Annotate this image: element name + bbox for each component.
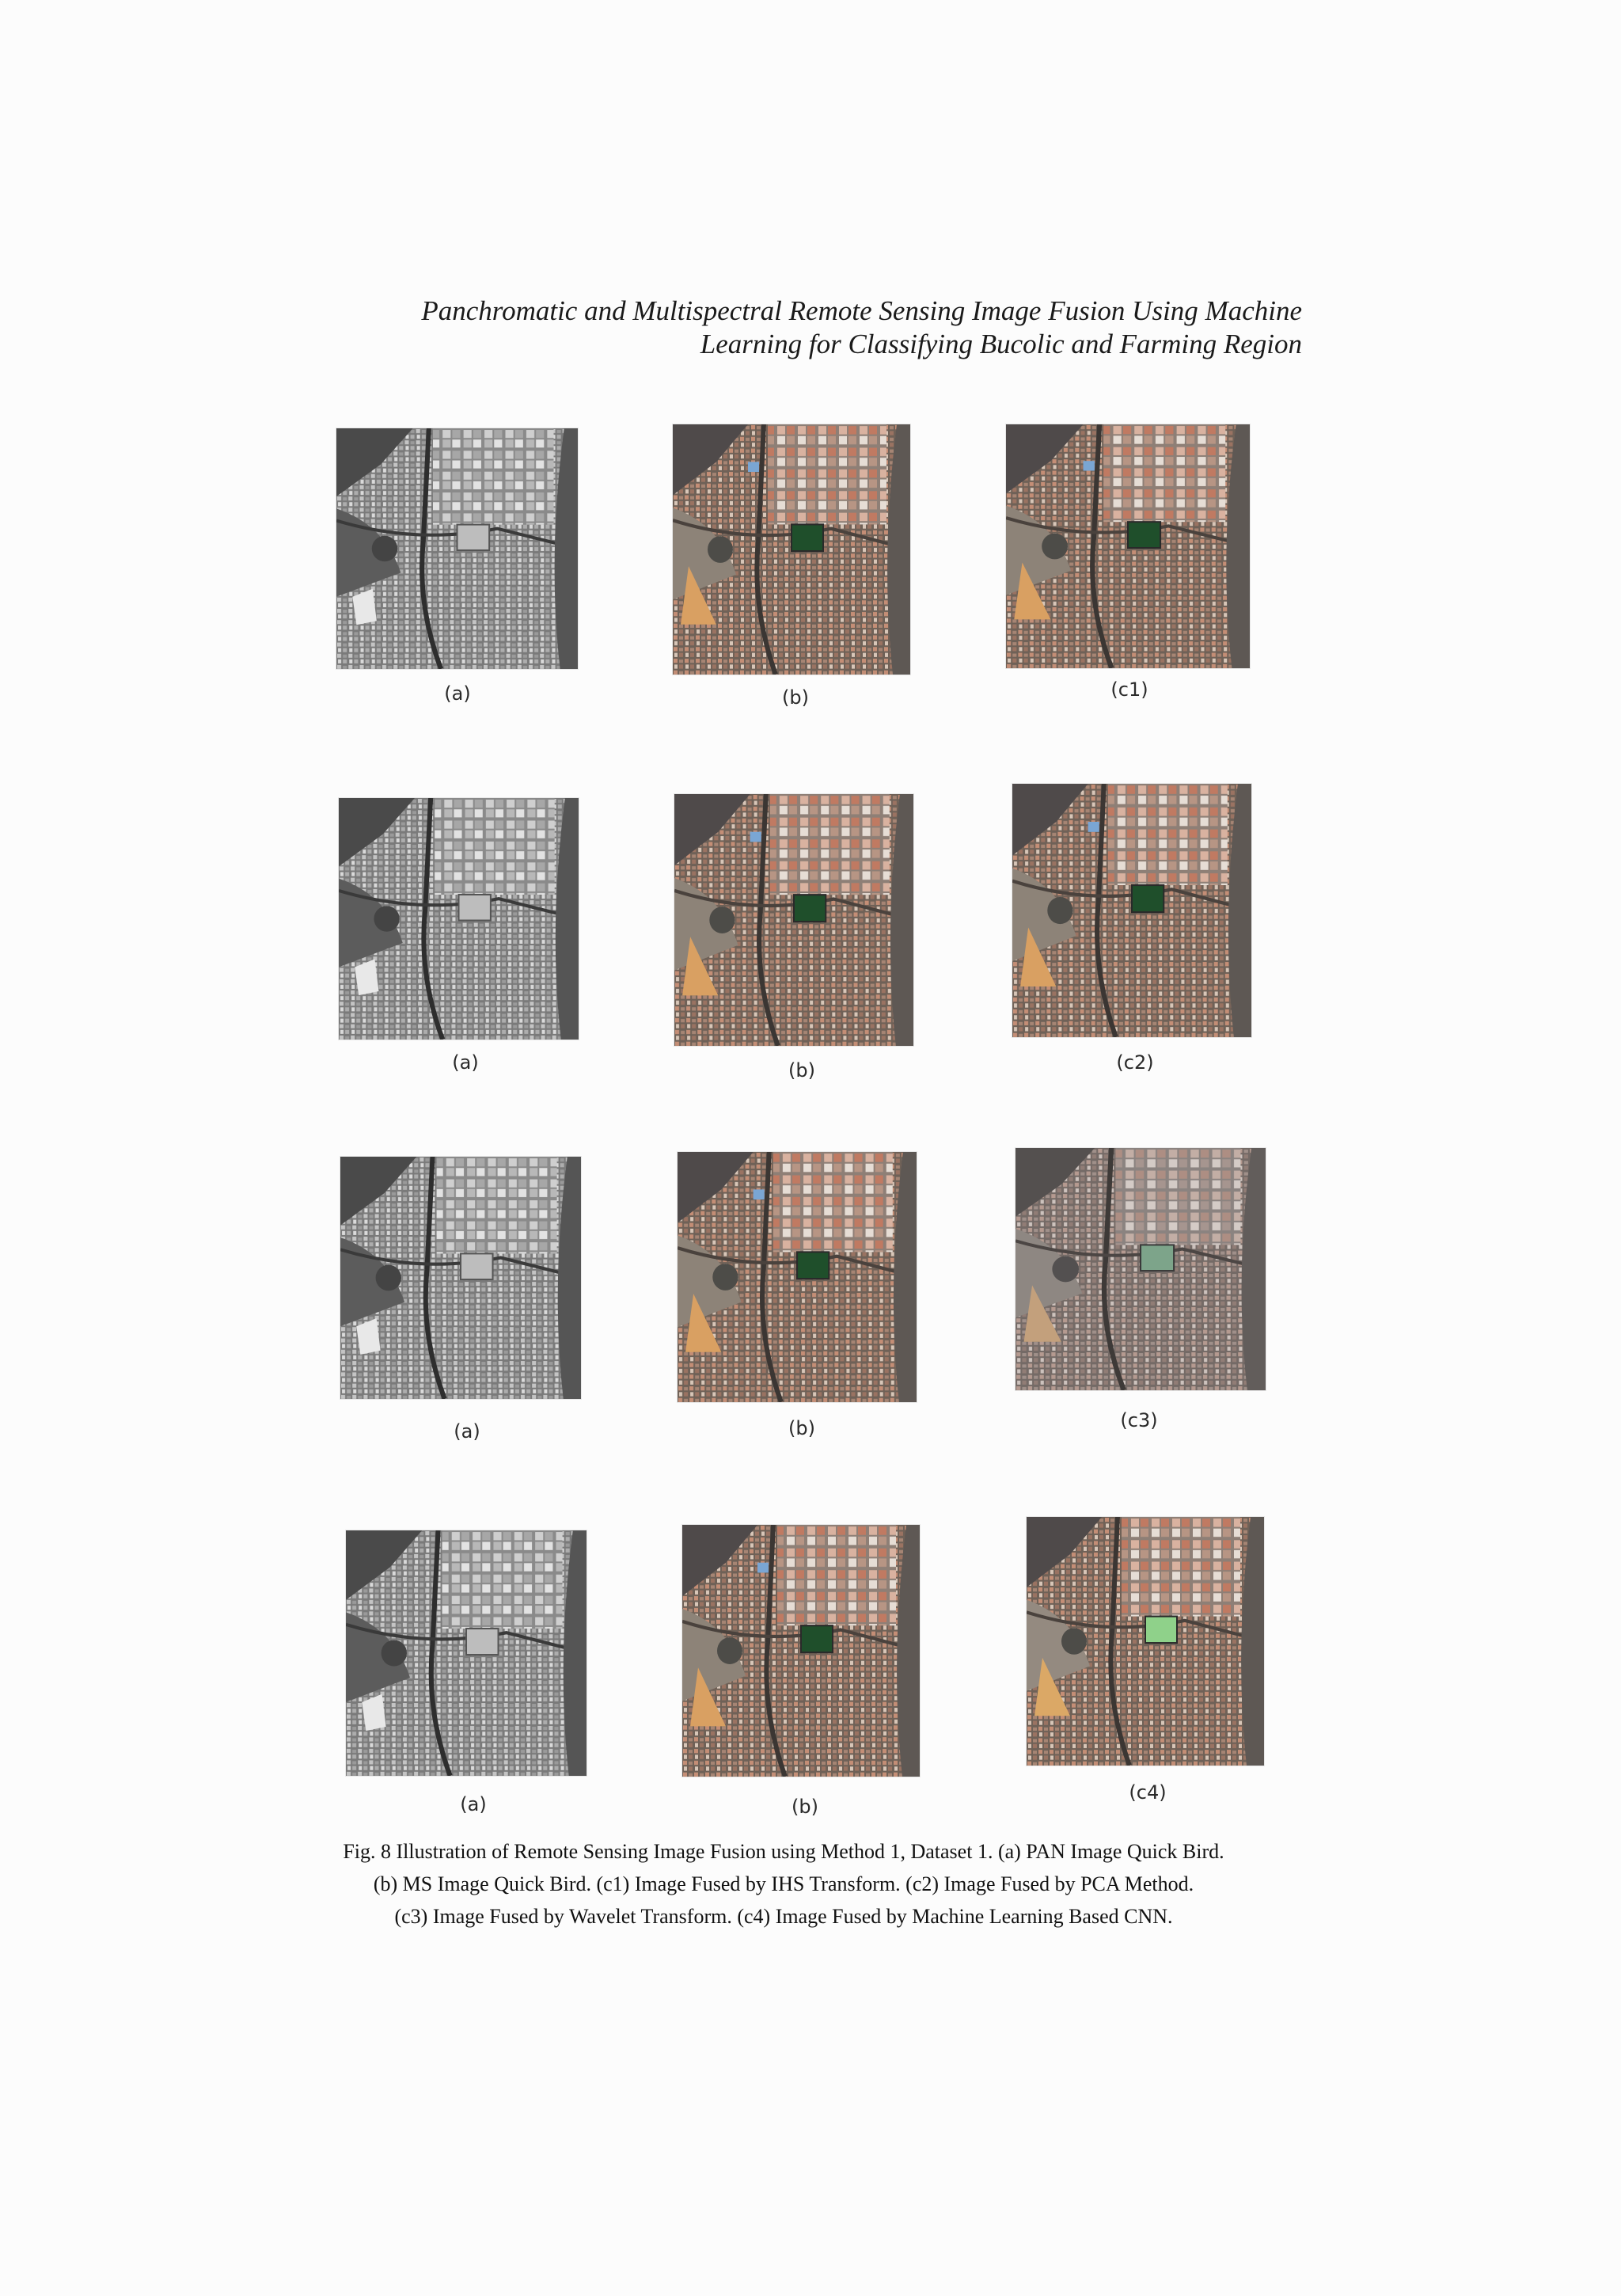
panel-label: (b) — [788, 1059, 815, 1081]
image-fused-pca — [1012, 784, 1251, 1037]
image-pan-quickbird — [346, 1530, 587, 1776]
panel-label: (c3) — [1120, 1409, 1158, 1431]
panel-label: (b) — [792, 1796, 818, 1818]
panel-label: (b) — [788, 1417, 815, 1439]
header-line-1: Panchromatic and Multispectral Remote Sensing Image Fusion Using Machine — [421, 295, 1302, 326]
panel-label: (a) — [460, 1793, 487, 1815]
running-header — [273, 295, 1302, 361]
panel-label: (a) — [454, 1420, 480, 1443]
panel-label: (b) — [782, 686, 809, 709]
image-pan-quickbird — [339, 798, 579, 1040]
image-pan-quickbird — [336, 428, 578, 669]
image-pan-quickbird — [340, 1157, 581, 1399]
image-fused-wavelet — [1015, 1148, 1266, 1390]
caption-line-2: (b) MS Image Quick Bird. (c1) Image Fused by IHS Transform. (c2) Image Fused by PCA Method. — [373, 1872, 1194, 1895]
panel-label: (a) — [452, 1051, 479, 1074]
image-ms-quickbird — [674, 794, 913, 1046]
panel-label: (a) — [444, 682, 471, 705]
panel-label: (c1) — [1110, 679, 1148, 701]
panel-label: (c4) — [1129, 1781, 1167, 1804]
image-ms-quickbird — [673, 424, 910, 675]
caption-line-3: (c3) Image Fused by Wavelet Transform. (c4) Image Fused by Machine Learning Based CNN. — [394, 1905, 1173, 1928]
header-line-2: Learning for Classifying Bucolic and Farming Region — [700, 329, 1302, 359]
image-ms-quickbird — [682, 1525, 920, 1777]
image-fused-ihs — [1006, 424, 1250, 668]
caption-line-1: Fig. 8 Illustration of Remote Sensing Image Fusion using Method 1, Dataset 1. (a) PAN Image Quick Bird. — [343, 1840, 1224, 1863]
image-ms-quickbird — [678, 1152, 917, 1402]
figure-caption — [269, 1835, 1298, 1933]
panel-label: (c2) — [1116, 1051, 1154, 1074]
image-fused-cnn — [1027, 1517, 1264, 1766]
